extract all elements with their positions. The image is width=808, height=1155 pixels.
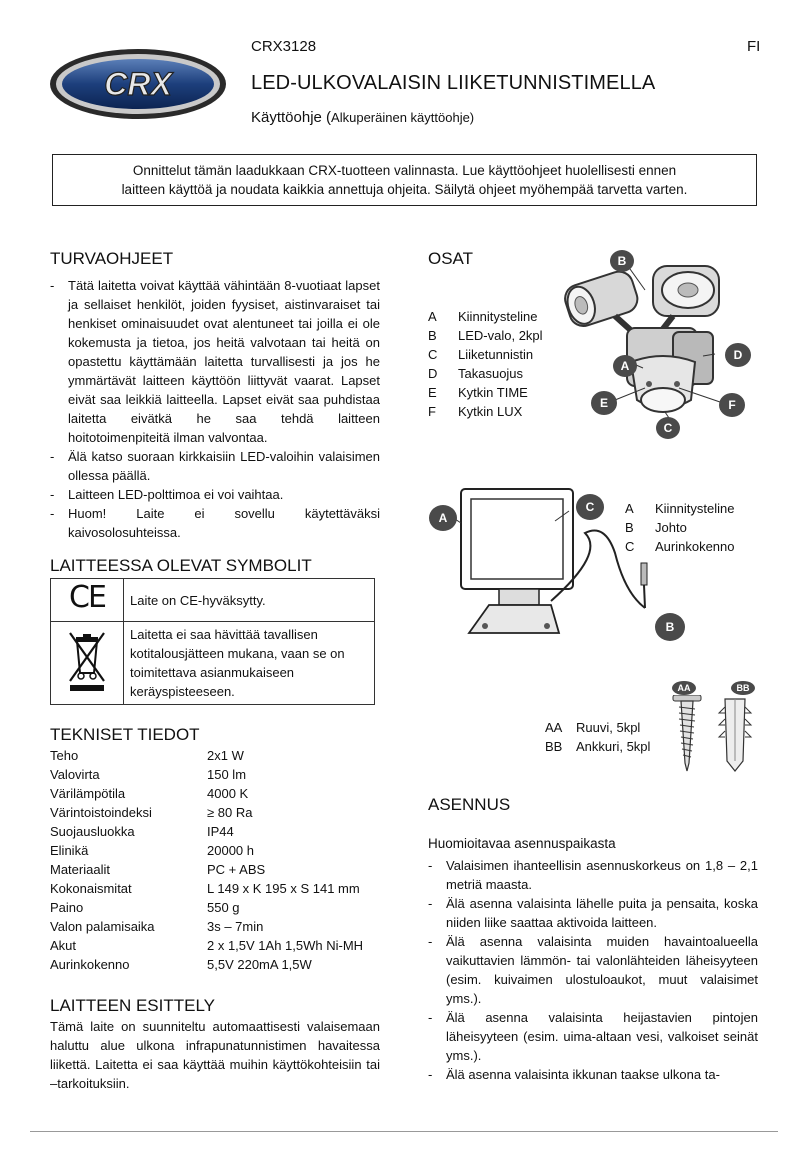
spec-row — [50, 822, 363, 841]
part-row — [428, 364, 543, 383]
mounting-item: - Valaisimen ihanteellisin asennuskorkeus on 1,8 – 2,1 metriä maasta. — [428, 856, 758, 894]
part-label: Ankkuri, 5kpl — [576, 739, 651, 754]
part-label: Takasuojus — [458, 366, 524, 381]
part-label: LED-valo, 2kpl — [458, 328, 543, 343]
part-label: Ruuvi, 5kpl — [576, 720, 641, 735]
part-row — [428, 383, 543, 402]
lamp-badge-c: C — [656, 417, 680, 439]
spec-key: Akut — [50, 938, 77, 953]
anchor-badge-bb: BB — [731, 681, 755, 695]
spec-row — [50, 765, 363, 784]
mounting-item: - Älä asenna valaisinta ikkunan taakse ulkona ta- — [428, 1065, 758, 1084]
part-letter: C — [428, 347, 438, 362]
screw-anchor-illustration — [665, 695, 765, 775]
spec-key: Värilämpötila — [50, 786, 126, 801]
part-letter: AA — [545, 720, 563, 735]
spec-key: Paino — [50, 900, 84, 915]
weee-description: Laitetta ei saa hävittää tavallisen kotitalousjätteen mukana, vaan se on toimitettava asianmukaiseen keräyspisteeseen. — [124, 622, 375, 705]
page-subtitle — [251, 109, 474, 126]
part-letter: BB — [545, 739, 563, 754]
part-letter: D — [428, 366, 438, 381]
spec-value: PC + ABS — [207, 862, 266, 877]
spec-row — [50, 746, 363, 765]
spec-row — [50, 784, 363, 803]
ce-mark-icon: CE — [69, 580, 105, 615]
part-row — [428, 326, 543, 345]
symbol-row-ce — [51, 579, 375, 622]
part-label: Kytkin TIME — [458, 385, 528, 400]
spec-row — [50, 879, 363, 898]
logo-text: CRX — [104, 66, 172, 102]
safety-item: - Älä katso suoraan kirkkaisiin LED-valoihin valaisimen ollessa päällä. — [50, 447, 380, 485]
part-letter: B — [625, 520, 634, 535]
mounting-list — [428, 856, 758, 1084]
part-row — [428, 345, 543, 364]
lamp-badge-e: E — [591, 391, 617, 415]
screws-parts-list — [545, 718, 650, 756]
spec-row — [50, 860, 363, 879]
parts-heading: OSAT — [428, 249, 474, 268]
part-letter: B — [428, 328, 437, 343]
safety-item: - Tätä laitetta voivat käyttää vähintään 8-vuotiaat lapset ja sellaiset henkilöt, joiden fyysiset, aistinvaraiset tai henkiset ominaisuudet ovat alentuneet tai joilla ei ole kokemusta ja tietoa, jos heitä valvotaan tai heitä on opastettu käyttämään laitetta turvallisesti ja jos he ymmärtävät laitteen käyttöön liittyvät vaarat. Lapset eivät saa leikkiä laitteella. Lapset eivät saa puhdistaa laitetta eivätkä he saa tehdä laitteen hoitotoimenpiteitä ilman valvontaa. — [50, 276, 380, 447]
spec-value: 4000 K — [207, 786, 249, 801]
symbols-heading: LAITTEESSA OLEVAT SYMBOLIT — [50, 556, 312, 575]
spec-key: Kokonaismitat — [50, 881, 132, 896]
spec-value: 5,5V 220mA 1,5W — [207, 957, 312, 972]
spec-value: 3s – 7min — [207, 919, 264, 934]
intro-line-1: Onnittelut tämän laadukkaan CRX-tuotteen valinnasta. Lue käyttöohjeet huolellisesti ennen — [132, 163, 677, 178]
subtitle-small: Alkuperäinen käyttöohje) — [331, 110, 475, 125]
symbol-row-weee — [51, 622, 375, 705]
lamp-badge-a: A — [613, 355, 637, 377]
lamp-parts-list — [428, 307, 543, 421]
spec-key: Suojausluokka — [50, 824, 135, 839]
part-row — [545, 737, 650, 756]
part-label: Aurinkokenno — [655, 539, 735, 554]
part-row — [545, 718, 650, 737]
spec-row — [50, 955, 363, 974]
spec-value: ≥ 80 Ra — [207, 805, 253, 820]
part-letter: F — [428, 404, 436, 419]
spec-value: L 149 x K 195 x S 141 mm — [207, 881, 360, 896]
symbols-table — [50, 578, 375, 705]
panel-badge-b: B — [655, 613, 685, 641]
lamp-badge-f: F — [719, 393, 745, 417]
lamp-badge-d: D — [725, 343, 751, 367]
spec-value: 550 g — [207, 900, 240, 915]
part-label: Kiinnitysteline — [655, 501, 735, 516]
safety-item: - Laitteen LED-polttimoa ei voi vaihtaa. — [50, 485, 380, 504]
safety-list — [50, 276, 380, 542]
spec-value: 2 x 1,5V 1Ah 1,5Wh Ni-MH — [207, 938, 364, 953]
spec-value: IP44 — [207, 824, 234, 839]
safety-item: - Huom! Laite ei sovellu käytettäväksi kaivosolosuhteissa. — [50, 504, 380, 542]
model-number: CRX3128 — [251, 38, 317, 55]
panel-badge-c: C — [576, 494, 604, 520]
crx-logo — [48, 46, 228, 122]
spec-value: 150 lm — [207, 767, 247, 782]
subtitle-main: Käyttöohje ( — [251, 109, 332, 126]
spec-row — [50, 898, 363, 917]
intro-line-2: laitteen käyttöä ja noudata kaikkia annettuja ohjeita. Säilytä ohjeet myöhempää tarvetta varten. — [121, 182, 688, 197]
safety-heading: TURVAOHJEET — [50, 249, 174, 268]
part-row — [625, 537, 735, 556]
spec-row — [50, 917, 363, 936]
part-letter: A — [625, 501, 634, 516]
spec-value: 20000 h — [207, 843, 254, 858]
intro-box — [52, 154, 757, 206]
lamp-badge-b: B — [610, 250, 634, 272]
tech-heading: TEKNISET TIEDOT — [50, 725, 200, 744]
spec-value: 2x1 W — [207, 748, 244, 763]
spec-key: Elinikä — [50, 843, 89, 858]
spec-key: Valon palamisaika — [50, 919, 155, 934]
spec-key: Teho — [50, 748, 79, 763]
mounting-heading: ASENNUS — [428, 795, 511, 814]
spec-key: Aurinkokenno — [50, 957, 130, 972]
part-letter: E — [428, 385, 437, 400]
language-code: FI — [747, 38, 761, 55]
part-letter: C — [625, 539, 635, 554]
tech-specs — [50, 746, 363, 974]
mounting-item: - Älä asenna valaisinta heijastavien pintojen läheisyyteen (esim. uima-altaan vesi, valkoiset seinät yms.). — [428, 1008, 758, 1065]
crossed-bin-icon — [67, 629, 107, 693]
ce-cell — [51, 579, 124, 622]
part-row — [625, 518, 735, 537]
ce-description: Laite on CE-hyväksytty. — [124, 579, 375, 622]
part-row — [428, 307, 543, 326]
spec-key: Valovirta — [50, 767, 100, 782]
weee-cell — [51, 622, 124, 705]
part-letter: A — [428, 309, 437, 324]
spec-row — [50, 841, 363, 860]
page-title: LED-ULKOVALAISIN LIIKETUNNISTIMELLA — [251, 72, 656, 94]
spec-key: Värintoistoindeksi — [50, 805, 152, 820]
part-row — [625, 499, 735, 518]
part-label: Liiketunnistin — [458, 347, 534, 362]
mounting-item: - Älä asenna valaisinta lähelle puita ja pensaita, koska niiden liike saattaa aktivoida laitteen. — [428, 894, 758, 932]
spec-row — [50, 803, 363, 822]
device-intro-heading: LAITTEEN ESITTELY — [50, 996, 216, 1015]
part-label: Johto — [655, 520, 687, 535]
part-label: Kytkin LUX — [458, 404, 523, 419]
part-row — [428, 402, 543, 421]
mounting-subheading: Huomioitavaa asennuspaikasta — [428, 836, 616, 851]
device-intro-text: Tämä laite on suunniteltu automaattisesti valaisemaan haluttu alue ulkona infrapunatunnistimen havaitessa liikettä. Laitetta ei saa käyttää muihin käyttökohteisiin tai –tarkoituksiin. — [50, 1019, 380, 1091]
spec-row — [50, 936, 363, 955]
part-label: Kiinnitysteline — [458, 309, 538, 324]
footer-divider — [30, 1131, 778, 1132]
panel-badge-a: A — [429, 505, 457, 531]
screw-badge-aa: AA — [672, 681, 696, 695]
panel-parts-list — [625, 499, 735, 556]
spec-key: Materiaalit — [50, 862, 110, 877]
mounting-item: - Älä asenna valaisinta muiden havaintoalueella vaikuttavien lämmön- tai valonlähteiden läheisyyteen (esim. kuivaimen ulostuloaukot, muut valaisimet yms.). — [428, 932, 758, 1008]
